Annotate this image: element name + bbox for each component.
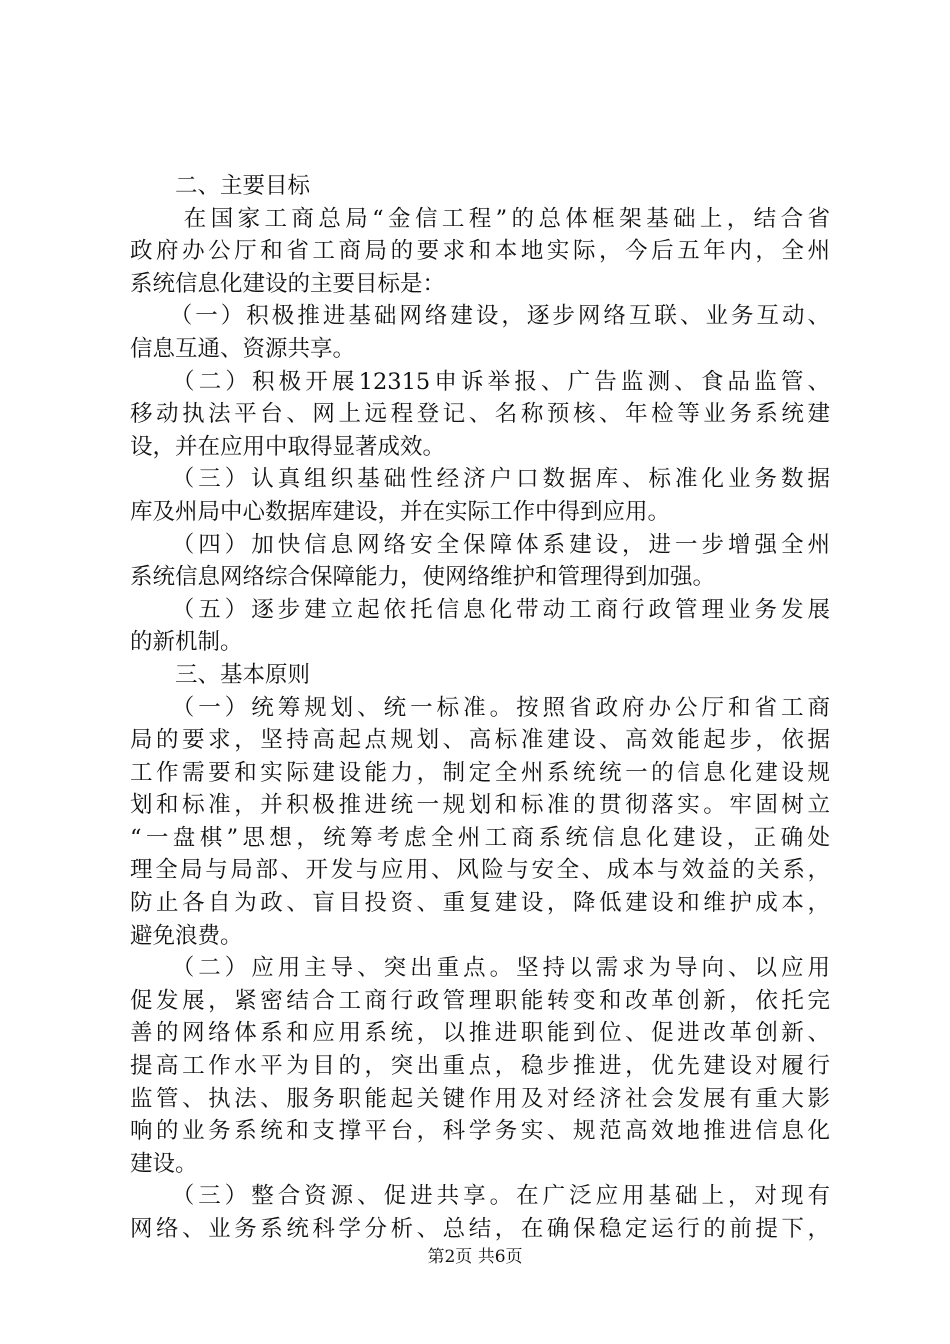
- text-line: 在国家工商总局“金信工程”的总体框架基础上，结合省: [130, 205, 830, 232]
- text-line: （四）加快信息网络安全保障体系建设，进一步增强全州: [130, 531, 830, 558]
- text-line: 系统信息化建设的主要目标是：: [130, 270, 446, 297]
- text-line: 提高工作水平为目的，突出重点，稳步推进，优先建设对履行: [130, 1053, 830, 1080]
- text-line: 工作需要和实际建设能力，制定全州系统统一的信息化建设规: [130, 759, 830, 786]
- text-line: 的新机制。: [130, 629, 243, 656]
- text-line: （一）统筹规划、统一标准。按照省政府办公厅和省工商: [130, 694, 830, 721]
- text-line: 理全局与局部、开发与应用、风险与安全、成本与效益的关系，: [130, 857, 830, 884]
- text-line: 移动执法平台、网上远程登记、名称预核、年检等业务系统建: [130, 401, 830, 428]
- text-line: 局的要求，坚持高起点规划、高标准建设、高效能起步，依据: [130, 727, 830, 754]
- text-line: 库及州局中心数据库建设，并在实际工作中得到应用。: [130, 498, 671, 525]
- text-line: 设，并在应用中取得显著成效。: [130, 433, 446, 460]
- document-body: [130, 170, 830, 1246]
- text-line: 避免浪费。: [130, 922, 243, 949]
- text-line: 促发展，紧密结合工商行政管理职能转变和改革创新，依托完: [130, 987, 830, 1014]
- text-line: 网络、业务系统科学分析、总结，在确保稳定运行的前提下，: [130, 1216, 830, 1242]
- text-line: （二）积极开展12315申诉举报、广告监测、食品监管、: [130, 368, 830, 395]
- text-line: （三）整合资源、促进共享。在广泛应用基础上，对现有: [130, 1183, 830, 1210]
- text-line: 信息互通、资源共享。: [130, 335, 356, 362]
- text-line: 善的网络体系和应用系统，以推进职能到位、促进改革创新、: [130, 1020, 830, 1047]
- text-line: 政府办公厅和省工商局的要求和本地实际，今后五年内，全州: [130, 238, 830, 265]
- text-line: 三、基本原则: [130, 661, 311, 688]
- text-line: 系统信息网络综合保障能力，使网络维护和管理得到加强。: [130, 564, 716, 591]
- text-line: （二）应用主导、突出重点。坚持以需求为导向、以应用: [130, 955, 830, 982]
- text-line: （三）认真组织基础性经济户口数据库、标准化业务数据: [130, 466, 830, 493]
- text-line: 建设。: [130, 1150, 198, 1177]
- text-line: 防止各自为政、盲目投资、重复建设，降低建设和维护成本，: [130, 890, 830, 917]
- text-line: 响的业务系统和支撑平台，科学务实、规范高效地推进信息化: [130, 1118, 830, 1145]
- text-line: （一）积极推进基础网络建设，逐步网络互联、业务互动、: [130, 303, 830, 330]
- text-line: 划和标准，并积极推进统一规划和标准的贯彻落实。牢固树立: [130, 792, 830, 819]
- text-line: （五）逐步建立起依托信息化带动工商行政管理业务发展: [130, 596, 830, 623]
- text-line: “一盘棋”思想，统筹考虑全州工商系统信息化建设，正确处: [130, 824, 830, 851]
- text-line: 二、主要目标: [130, 173, 311, 199]
- text-line: 监管、执法、服务职能起关键作用及对经济社会发展有重大影: [130, 1085, 830, 1112]
- page-footer: 第2页 共6页: [427, 1247, 523, 1267]
